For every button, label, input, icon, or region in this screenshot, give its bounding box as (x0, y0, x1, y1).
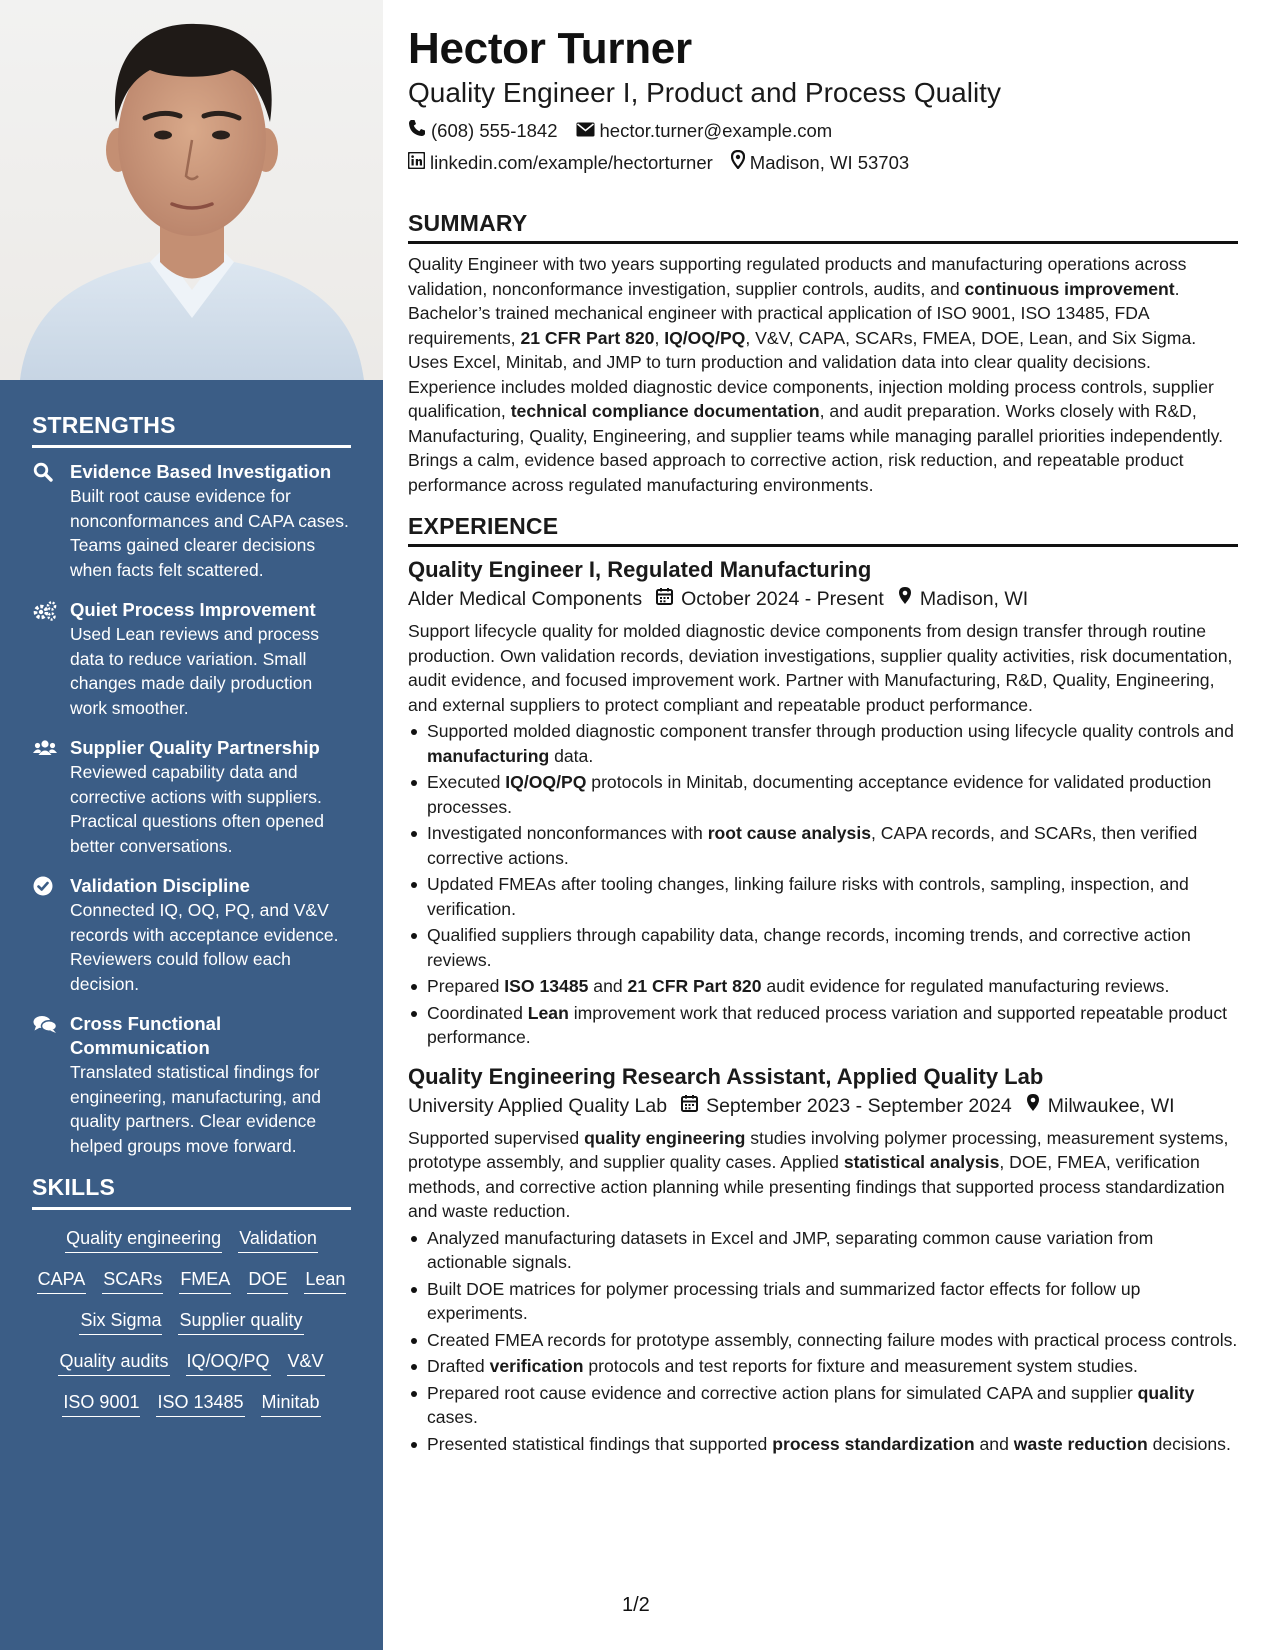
emphasis-text: IQ/OQ/PQ (505, 772, 587, 792)
experience-heading: EXPERIENCE (408, 513, 1238, 547)
job-dates: September 2023 - September 2024 (706, 1094, 1012, 1117)
check-circle-icon (33, 876, 55, 898)
text-run: Coordinated (427, 1002, 528, 1023)
bullet-item (427, 872, 1238, 921)
map-pin-icon (884, 585, 920, 613)
summary-text (408, 252, 1238, 497)
strength-item (32, 460, 351, 582)
portrait-illustration (0, 0, 383, 380)
skill-row (32, 1349, 351, 1376)
phone-icon (408, 118, 431, 144)
text-run: data. (549, 745, 594, 766)
text-run: Prepared (427, 976, 505, 996)
skill-tag: CAPA (37, 1267, 87, 1294)
bullet-item (427, 1226, 1238, 1275)
main-content (408, 22, 1238, 1456)
gears-icon (33, 600, 55, 622)
text-run: . Bachelor’s trained mechanical engineer with practical application of ISO 9001, ISO 13485, FDA requirements, (408, 278, 1180, 348)
summary-heading: SUMMARY (408, 210, 1238, 244)
skill-tag: ISO 13485 (156, 1390, 244, 1417)
skill-tag: Lean (304, 1267, 346, 1294)
text-run: cases. (427, 1407, 478, 1427)
profile-photo (0, 0, 383, 380)
skill-tag: Supplier quality (178, 1308, 303, 1335)
bullet-item (427, 1381, 1238, 1430)
job-dates: October 2024 - Present (681, 588, 884, 610)
text-run: Supported molded diagnostic component transfer through production using lifecycle quality controls and (427, 721, 1234, 741)
bullet-item (427, 1354, 1238, 1379)
skills-list (32, 1226, 351, 1417)
text-run: Presented statistical findings that supported (427, 1433, 773, 1454)
job-entry (408, 1062, 1238, 1457)
location-contact (731, 150, 909, 176)
calendar-icon (642, 585, 681, 613)
emphasis-text: ISO 13485 (504, 976, 589, 996)
sidebar (0, 0, 383, 1650)
strength-item (32, 1012, 351, 1158)
text-run: decisions. (1147, 1433, 1231, 1454)
envelope-icon (576, 118, 600, 144)
text-run: , and audit preparation. Works closely with R&D, Manufacturing, Quality, Engineering, and supplier teams while managing parallel priorities independently. Brings a calm, evidence based approach to corrective action, risk reduction, and repeatable product performance across regulated manufacturing environments. (408, 401, 1223, 495)
emphasis-text: manufacturing (427, 745, 550, 766)
text-run: Prepared root cause evidence and corrective action plans for simulated CAPA and supplier (427, 1382, 1138, 1403)
calendar-icon (667, 1092, 706, 1120)
emphasis-text: root cause analysis (707, 823, 871, 843)
experience-section (408, 513, 1238, 1456)
page-number: 1/2 (622, 1594, 650, 1616)
job-location: Milwaukee, WI (1047, 1094, 1175, 1117)
strength-description: Connected IQ, OQ, PQ, and V&V records with acceptance evidence. Reviewers could follow each decision. (70, 900, 339, 994)
contact-row (408, 118, 1238, 144)
text-run: , V&V, CAPA, SCARs, FMEA, DOE, Lean, and Six Sigma. Uses Excel, Minitab, and JMP to turn production and validation data into clear quality decisions. Experience includes molded diagnostic device components, injection molding process controls, supplier qualification, (408, 327, 1214, 421)
text-run: and (974, 1433, 1014, 1454)
skill-tag: ISO 9001 (62, 1390, 140, 1417)
text-run: Updated FMEAs after tooling changes, linking failure risks with controls, sampling, inspection, and verification. (427, 874, 1189, 919)
job-meta (408, 585, 1238, 613)
strength-title: Supplier Quality Partnership (70, 737, 320, 758)
company-name: University Applied Quality Lab (408, 1094, 668, 1117)
linkedin-icon (408, 150, 430, 176)
text-run: , DOE, FMEA, verification methods, and corrective action planning while presenting findings that supported process standardization and waste reduction. (408, 1152, 1225, 1221)
text-run: studies involving polymer processing, measurement systems, prototype assembly, and supplier quality cases. Applied (408, 1127, 1229, 1172)
emphasis-text: 21 CFR Part 820 (520, 327, 655, 348)
strength-description: Translated statistical findings for engineering, manufacturing, and quality partners. Clear evidence helped groups move forward. (70, 1062, 322, 1156)
job-location: Madison, WI (919, 588, 1029, 610)
company-name: Alder Medical Components (408, 588, 643, 610)
emphasis-text: quality engineering (584, 1127, 746, 1148)
map-pin-icon (731, 150, 750, 176)
strength-title: Cross Functional Communication (70, 1013, 222, 1058)
linkedin-contact[interactable] (408, 150, 713, 176)
skill-tag: V&V (287, 1349, 325, 1376)
text-run: Analyzed manufacturing datasets in Excel and JMP, separating common cause variation from actionable signals. (427, 1227, 1154, 1272)
phone-contact (408, 118, 558, 144)
job-summary (408, 1126, 1238, 1224)
bullet-item (427, 821, 1238, 870)
job-title: Quality Engineer I, Regulated Manufacturing (408, 557, 872, 582)
linkedin-url[interactable]: linkedin.com/example/hectorturner (430, 152, 713, 173)
job-bullets (427, 719, 1238, 1050)
summary-section (408, 210, 1238, 497)
skill-tag: SCARs (102, 1267, 163, 1294)
email-contact[interactable] (576, 118, 833, 144)
text-run: Executed (427, 772, 506, 792)
bullet-item (427, 1432, 1238, 1457)
job-title: Quality Engineering Research Assistant, Applied Quality Lab (408, 1063, 1044, 1089)
text-run: protocols in Minitab, documenting acceptance evidence for validated production processes. (427, 772, 1212, 817)
text-run: improvement work that reduced process variation and supported repeatable product performance. (427, 1002, 1228, 1047)
job-meta (408, 1092, 1238, 1120)
contact-row (408, 150, 1238, 176)
emphasis-text: Lean (527, 1002, 569, 1023)
bullet-item (427, 1328, 1238, 1353)
skill-row (32, 1390, 351, 1417)
skills-heading: SKILLS (32, 1174, 351, 1210)
strength-description: Built root cause evidence for nonconformances and CAPA cases. Teams gained clearer decisions when facts felt scattered. (70, 486, 349, 580)
emphasis-text: 21 CFR Part 820 (627, 976, 762, 996)
phone-number: (608) 555-1842 (431, 120, 558, 141)
job-entry (408, 555, 1238, 1050)
emphasis-text: process standardization (772, 1433, 975, 1454)
bullet-item (427, 1277, 1238, 1326)
map-pin-icon (1012, 1092, 1048, 1120)
text-run: Drafted (427, 1356, 490, 1376)
text-run: Supported supervised (408, 1127, 585, 1148)
skill-tag: IQ/OQ/PQ (186, 1349, 271, 1376)
skill-tag: Six Sigma (79, 1308, 162, 1335)
emphasis-text: waste reduction (1013, 1433, 1148, 1454)
text-run: Qualified suppliers through capability data, change records, incoming trends, and corrective action reviews. (427, 925, 1191, 970)
bullet-item (427, 974, 1238, 999)
bullet-item (427, 719, 1238, 768)
bullet-item (427, 770, 1238, 819)
skill-tag: Validation (238, 1226, 318, 1253)
job-bullets (427, 1226, 1238, 1457)
text-run: , (654, 327, 665, 348)
strengths-heading: STRENGTHS (32, 412, 351, 448)
bullet-item (427, 923, 1238, 972)
emphasis-text: continuous improvement (964, 278, 1175, 299)
skill-tag: Quality engineering (65, 1226, 222, 1253)
candidate-title: Quality Engineer I, Product and Process Quality (408, 77, 1001, 108)
text-run: and (588, 976, 628, 996)
location-text: Madison, WI 53703 (749, 152, 910, 173)
search-icon (33, 462, 55, 484)
bullet-item (427, 1001, 1238, 1050)
skill-row (32, 1267, 351, 1294)
job-summary (408, 619, 1238, 717)
strength-description: Used Lean reviews and process data to reduce variation. Small changes made daily production work smoother. (70, 624, 320, 718)
strengths-list (32, 460, 351, 1158)
strength-item (32, 736, 351, 858)
candidate-name: Hector Turner (408, 24, 692, 73)
skill-tag: FMEA (179, 1267, 231, 1294)
strength-title: Validation Discipline (70, 875, 250, 896)
strength-item (32, 874, 351, 996)
skill-tag: DOE (247, 1267, 288, 1294)
emphasis-text: quality (1137, 1382, 1195, 1403)
skill-tag: Minitab (261, 1390, 321, 1417)
strength-title: Evidence Based Investigation (70, 461, 332, 482)
text-run: Built DOE matrices for polymer processing trials and summarized factor effects for follow up experiments. (427, 1278, 1141, 1323)
skills-section (32, 1174, 351, 1417)
skill-row (32, 1226, 351, 1253)
users-icon (33, 738, 55, 760)
strength-title: Quiet Process Improvement (70, 599, 316, 620)
text-run: Investigated nonconformances with (427, 823, 708, 843)
email-address[interactable]: hector.turner@example.com (599, 120, 833, 141)
text-run: protocols and test reports for fixture and measurement system studies. (583, 1356, 1138, 1376)
emphasis-text: verification (489, 1356, 584, 1376)
strength-item (32, 598, 351, 720)
text-run: , CAPA records, and SCARs, then verified corrective actions. (427, 823, 1198, 868)
text-run: Quality Engineer with two years supporting regulated products and manufacturing operations across validation, nonconformance investigation, supplier controls, audits, and (408, 254, 1187, 299)
emphasis-text: statistical analysis (843, 1152, 1000, 1172)
text-run: Support lifecycle quality for molded diagnostic device components from design transfer through routine production. Own validation records, deviation investigations, supplier quality activities, risk documentation, audit evidence, and focused improvement work. Partner with Manufacturing, R&D, Quality, Engineering, and external suppliers to protect compliant and repeatable product performance. (408, 621, 1233, 715)
emphasis-text: IQ/OQ/PQ (664, 327, 746, 348)
text-run: Created FMEA records for prototype assembly, connecting failure modes with practical process controls. (427, 1329, 1238, 1350)
text-run: audit evidence for regulated manufacturing reviews. (761, 976, 1170, 996)
emphasis-text: technical compliance documentation (510, 401, 820, 421)
comments-icon (33, 1014, 55, 1036)
skill-tag: Quality audits (58, 1349, 169, 1376)
skill-row (32, 1308, 351, 1335)
strength-description: Reviewed capability data and corrective actions with suppliers. Practical questions often opened better conversations. (70, 762, 324, 856)
